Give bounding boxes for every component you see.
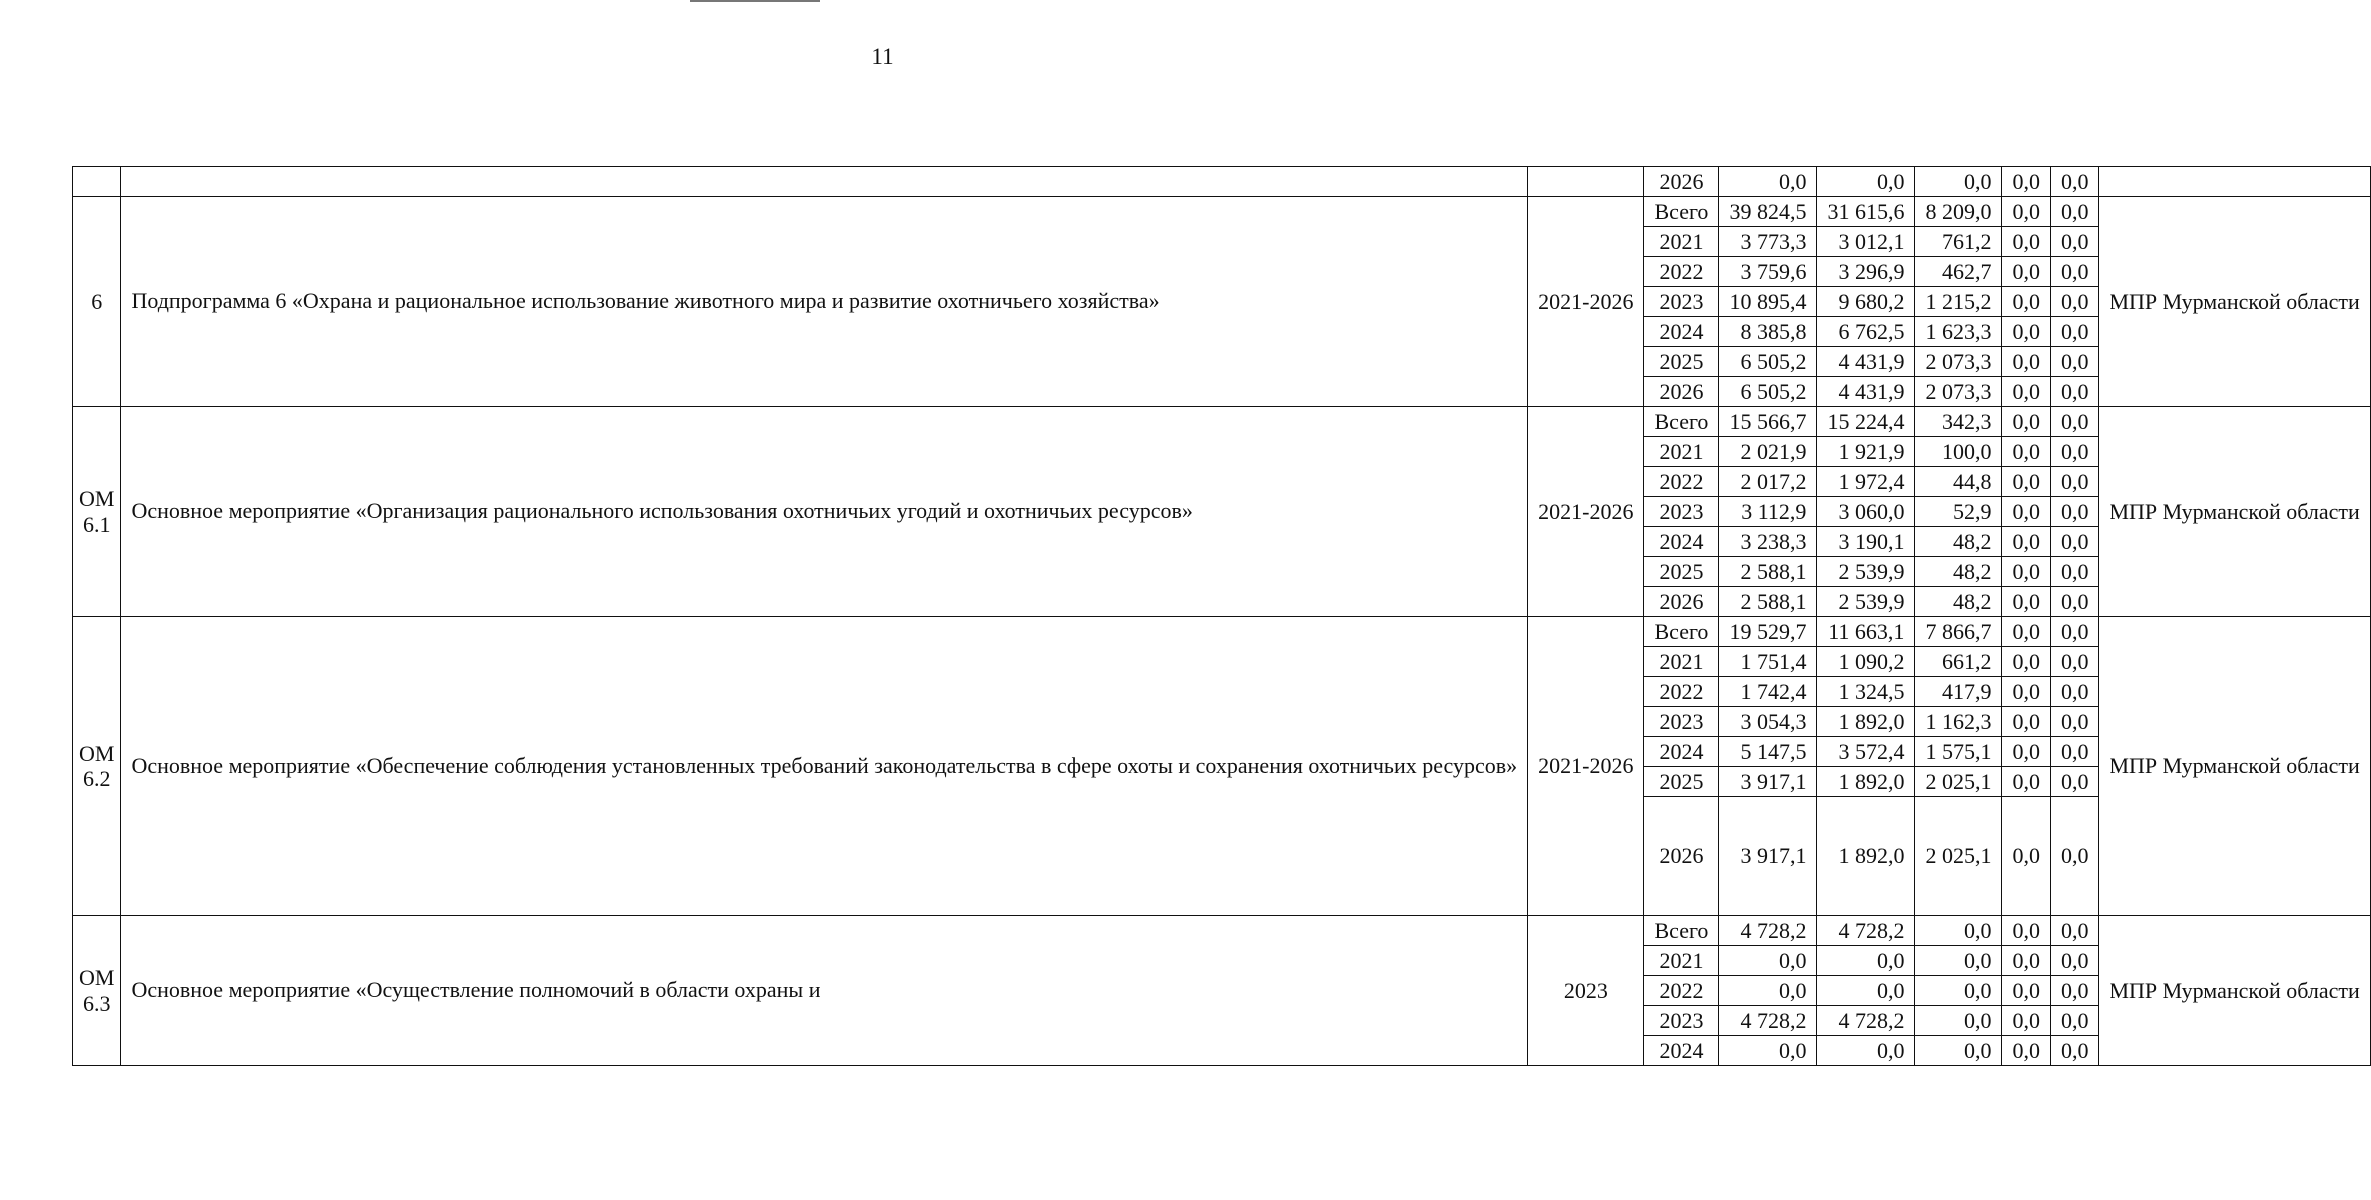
section-name: Основное мероприятие «Обеспечение соблюдения установленных требований законодательства в сфере охоты и сохранения охотничьих ресурсов»	[121, 617, 1528, 916]
value-cell: 0,0	[2050, 617, 2099, 647]
value-cell: 19 529,7	[1719, 617, 1817, 647]
section-name: Основное мероприятие «Организация рационального использования охотничьих угодий и охотничьих ресурсов»	[121, 407, 1528, 617]
value-cell: 1 892,0	[1817, 707, 1915, 737]
value-cell: 4 431,9	[1817, 347, 1915, 377]
scan-artifact	[690, 0, 820, 2]
value-cell: 6 762,5	[1817, 317, 1915, 347]
year-cell: 2025	[1644, 347, 1719, 377]
value-cell: 0,0	[2050, 737, 2099, 767]
value-cell: 0,0	[2050, 227, 2099, 257]
executor-cell	[2099, 167, 2370, 197]
value-cell: 0,0	[2050, 707, 2099, 737]
value-cell: 0,0	[2050, 916, 2099, 946]
table-row	[73, 167, 2371, 197]
section-number: 6	[73, 197, 121, 407]
value-cell: 342,3	[1915, 407, 2002, 437]
value-cell: 10 895,4	[1719, 287, 1817, 317]
year-cell: 2021	[1644, 227, 1719, 257]
value-cell: 0,0	[2002, 797, 2051, 916]
value-cell: 0,0	[2002, 587, 2051, 617]
value-cell: 0,0	[2002, 377, 2051, 407]
value-cell: 2 588,1	[1719, 587, 1817, 617]
table-row	[73, 407, 2371, 437]
year-cell: 2024	[1644, 527, 1719, 557]
year-cell: 2024	[1644, 317, 1719, 347]
year-cell: Всего	[1644, 197, 1719, 227]
value-cell: 100,0	[1915, 437, 2002, 467]
year-cell: 2021	[1644, 647, 1719, 677]
value-cell: 48,2	[1915, 557, 2002, 587]
budget-table-container	[72, 166, 2371, 1066]
value-cell: 0,0	[2002, 767, 2051, 797]
value-cell: 1 215,2	[1915, 287, 2002, 317]
value-cell: 417,9	[1915, 677, 2002, 707]
value-cell: 4 728,2	[1817, 1006, 1915, 1036]
value-cell: 0,0	[2050, 976, 2099, 1006]
value-cell: 2 073,3	[1915, 347, 2002, 377]
value-cell: 0,0	[2002, 916, 2051, 946]
value-cell: 0,0	[2002, 707, 2051, 737]
value-cell: 0,0	[2002, 617, 2051, 647]
value-cell: 39 824,5	[1719, 197, 1817, 227]
value-cell: 2 017,2	[1719, 467, 1817, 497]
value-cell: 2 025,1	[1915, 767, 2002, 797]
value-cell: 3 917,1	[1719, 797, 1817, 916]
value-cell: 0,0	[2050, 767, 2099, 797]
value-cell: 3 296,9	[1817, 257, 1915, 287]
year-cell: 2023	[1644, 497, 1719, 527]
year-cell: 2025	[1644, 557, 1719, 587]
section-name: Подпрограмма 6 «Охрана и рациональное использование животного мира и развитие охотничьего хозяйства»	[121, 197, 1528, 407]
value-cell: 1 623,3	[1915, 317, 2002, 347]
value-cell: 0,0	[2050, 197, 2099, 227]
value-cell: 0,0	[1817, 1036, 1915, 1066]
value-cell: 0,0	[1915, 916, 2002, 946]
section-period: 2023	[1528, 916, 1644, 1066]
name-cell	[121, 167, 1528, 197]
value-cell: 0,0	[2050, 1036, 2099, 1066]
value-cell: 0,0	[2050, 497, 2099, 527]
year-cell: 2022	[1644, 677, 1719, 707]
section-executor: МПР Мурманской области	[2099, 407, 2370, 617]
year-cell: Всего	[1644, 407, 1719, 437]
value-cell: 3 238,3	[1719, 527, 1817, 557]
value-cell: 0,0	[2002, 1006, 2051, 1036]
value-cell: 1 892,0	[1817, 797, 1915, 916]
value-cell: 52,9	[1915, 497, 2002, 527]
value-cell: 0,0	[2002, 467, 2051, 497]
budget-table	[72, 166, 2371, 1066]
value-cell: 0,0	[2002, 647, 2051, 677]
value-cell: 1 742,4	[1719, 677, 1817, 707]
value-cell: 48,2	[1915, 587, 2002, 617]
value-cell: 4 728,2	[1719, 1006, 1817, 1036]
value-cell: 0,0	[2002, 407, 2051, 437]
value-cell: 0,0	[2002, 257, 2051, 287]
value-cell: 4 431,9	[1817, 377, 1915, 407]
value-cell: 0,0	[2002, 737, 2051, 767]
section-period: 2021-2026	[1528, 197, 1644, 407]
value-cell: 0,0	[1719, 946, 1817, 976]
value-cell: 6 505,2	[1719, 347, 1817, 377]
year-cell: 2021	[1644, 437, 1719, 467]
value-cell: 0,0	[2050, 167, 2099, 197]
value-cell: 0,0	[2002, 1036, 2051, 1066]
value-cell: 5 147,5	[1719, 737, 1817, 767]
value-cell: 0,0	[2050, 647, 2099, 677]
section-executor: МПР Мурманской области	[2099, 197, 2370, 407]
value-cell: 2 539,9	[1817, 557, 1915, 587]
value-cell: 44,8	[1915, 467, 2002, 497]
value-cell: 8 209,0	[1915, 197, 2002, 227]
value-cell: 0,0	[1915, 976, 2002, 1006]
value-cell: 3 060,0	[1817, 497, 1915, 527]
value-cell: 0,0	[1915, 946, 2002, 976]
value-cell: 0,0	[2050, 317, 2099, 347]
value-cell: 1 162,3	[1915, 707, 2002, 737]
value-cell: 15 566,7	[1719, 407, 1817, 437]
year-cell: 2022	[1644, 976, 1719, 1006]
section-number: ОМ 6.1	[73, 407, 121, 617]
value-cell: 0,0	[2050, 347, 2099, 377]
section-name: Основное мероприятие «Осуществление полномочий в области охраны и	[121, 916, 1528, 1066]
value-cell: 1 972,4	[1817, 467, 1915, 497]
section-executor: МПР Мурманской области	[2099, 916, 2370, 1066]
value-cell: 0,0	[2002, 197, 2051, 227]
value-cell: 0,0	[1817, 946, 1915, 976]
value-cell: 0,0	[2002, 946, 2051, 976]
section-period: 2021-2026	[1528, 407, 1644, 617]
year-cell: 2022	[1644, 467, 1719, 497]
value-cell: 0,0	[2002, 347, 2051, 377]
year-cell: 2023	[1644, 287, 1719, 317]
value-cell: 8 385,8	[1719, 317, 1817, 347]
year-cell: 2024	[1644, 1036, 1719, 1066]
value-cell: 0,0	[2050, 257, 2099, 287]
year-cell: 2026	[1644, 377, 1719, 407]
value-cell: 11 663,1	[1817, 617, 1915, 647]
year-cell: Всего	[1644, 617, 1719, 647]
year-cell: 2025	[1644, 767, 1719, 797]
value-cell: 661,2	[1915, 647, 2002, 677]
value-cell: 0,0	[2050, 1006, 2099, 1036]
year-cell: 2026	[1644, 587, 1719, 617]
year-cell: 2021	[1644, 946, 1719, 976]
value-cell: 3 773,3	[1719, 227, 1817, 257]
value-cell: 3 190,1	[1817, 527, 1915, 557]
value-cell: 15 224,4	[1817, 407, 1915, 437]
value-cell: 0,0	[2002, 497, 2051, 527]
value-cell: 0,0	[2050, 797, 2099, 916]
value-cell: 3 112,9	[1719, 497, 1817, 527]
year-cell: 2024	[1644, 737, 1719, 767]
value-cell: 0,0	[1719, 167, 1817, 197]
table-row	[73, 617, 2371, 647]
value-cell: 0,0	[1915, 167, 2002, 197]
number-cell	[73, 167, 121, 197]
value-cell: 1 575,1	[1915, 737, 2002, 767]
value-cell: 1 751,4	[1719, 647, 1817, 677]
value-cell: 3 054,3	[1719, 707, 1817, 737]
value-cell: 1 324,5	[1817, 677, 1915, 707]
section-period: 2021-2026	[1528, 617, 1644, 916]
value-cell: 4 728,2	[1719, 916, 1817, 946]
value-cell: 3 759,6	[1719, 257, 1817, 287]
value-cell: 0,0	[2050, 527, 2099, 557]
value-cell: 0,0	[2050, 287, 2099, 317]
value-cell: 0,0	[2002, 976, 2051, 1006]
value-cell: 0,0	[2002, 287, 2051, 317]
value-cell: 462,7	[1915, 257, 2002, 287]
value-cell: 7 866,7	[1915, 617, 2002, 647]
value-cell: 3 012,1	[1817, 227, 1915, 257]
year-cell: 2026	[1644, 167, 1719, 197]
year-cell: 2023	[1644, 707, 1719, 737]
value-cell: 0,0	[1915, 1036, 2002, 1066]
value-cell: 2 073,3	[1915, 377, 2002, 407]
value-cell: 0,0	[2050, 946, 2099, 976]
value-cell: 3 917,1	[1719, 767, 1817, 797]
value-cell: 1 921,9	[1817, 437, 1915, 467]
value-cell: 0,0	[2002, 677, 2051, 707]
value-cell: 2 539,9	[1817, 587, 1915, 617]
value-cell: 6 505,2	[1719, 377, 1817, 407]
value-cell: 0,0	[2050, 467, 2099, 497]
value-cell: 0,0	[2002, 527, 2051, 557]
value-cell: 31 615,6	[1817, 197, 1915, 227]
value-cell: 4 728,2	[1817, 916, 1915, 946]
value-cell: 0,0	[2002, 227, 2051, 257]
page-number: 11	[871, 44, 894, 69]
value-cell: 0,0	[1915, 1006, 2002, 1036]
value-cell: 2 025,1	[1915, 797, 2002, 916]
year-cell: Всего	[1644, 916, 1719, 946]
value-cell: 0,0	[2050, 377, 2099, 407]
value-cell: 2 021,9	[1719, 437, 1817, 467]
value-cell: 0,0	[2002, 317, 2051, 347]
value-cell: 0,0	[2050, 557, 2099, 587]
value-cell: 0,0	[1719, 1036, 1817, 1066]
value-cell: 0,0	[2050, 407, 2099, 437]
value-cell: 2 588,1	[1719, 557, 1817, 587]
value-cell: 1 090,2	[1817, 647, 1915, 677]
value-cell: 761,2	[1915, 227, 2002, 257]
section-number: ОМ 6.3	[73, 916, 121, 1066]
value-cell: 0,0	[1817, 167, 1915, 197]
value-cell: 0,0	[2002, 557, 2051, 587]
period-cell	[1528, 167, 1644, 197]
value-cell: 1 892,0	[1817, 767, 1915, 797]
table-row	[73, 916, 2371, 946]
value-cell: 0,0	[2002, 437, 2051, 467]
value-cell: 0,0	[2050, 587, 2099, 617]
year-cell: 2026	[1644, 797, 1719, 916]
section-executor: МПР Мурманской области	[2099, 617, 2370, 916]
value-cell: 0,0	[1719, 976, 1817, 1006]
value-cell: 0,0	[2050, 677, 2099, 707]
table-row	[73, 197, 2371, 227]
value-cell: 48,2	[1915, 527, 2002, 557]
value-cell: 9 680,2	[1817, 287, 1915, 317]
year-cell: 2023	[1644, 1006, 1719, 1036]
value-cell: 0,0	[1817, 976, 1915, 1006]
value-cell: 0,0	[2050, 437, 2099, 467]
year-cell: 2022	[1644, 257, 1719, 287]
section-number: ОМ 6.2	[73, 617, 121, 916]
value-cell: 0,0	[2002, 167, 2051, 197]
value-cell: 3 572,4	[1817, 737, 1915, 767]
